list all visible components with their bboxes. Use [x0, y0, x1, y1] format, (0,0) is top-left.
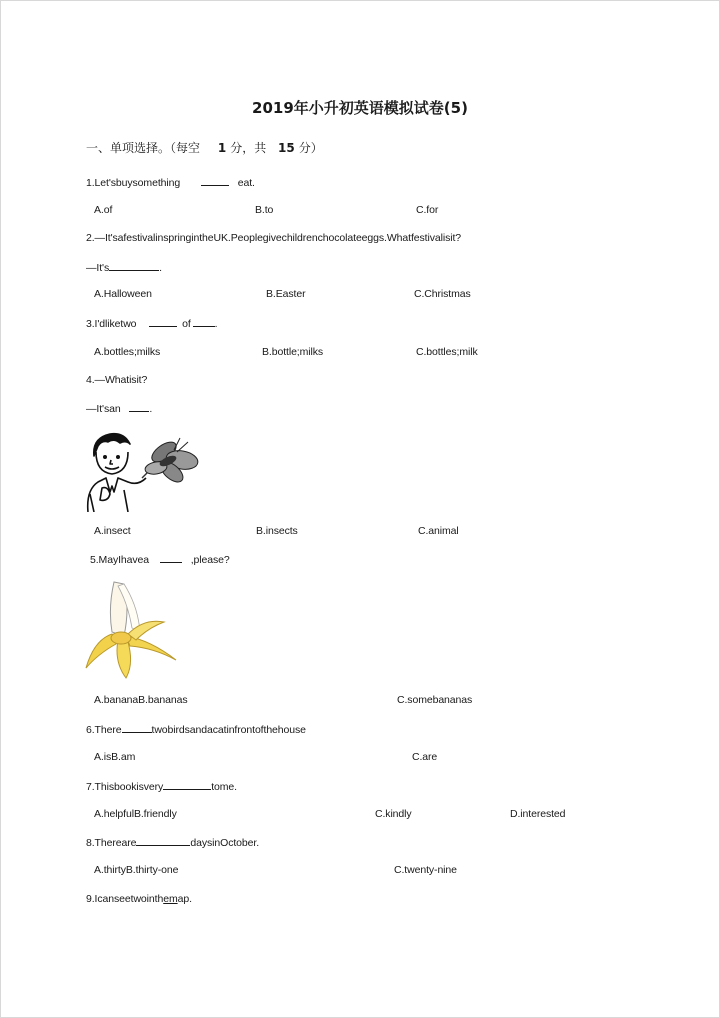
option[interactable]: B.to	[255, 204, 274, 216]
answer-blank[interactable]	[160, 553, 182, 563]
insect-figure	[142, 438, 199, 486]
question-9-stem	[86, 893, 192, 905]
question-9-text-b: ap.	[177, 893, 192, 905]
question-4-text-b: .	[149, 403, 153, 415]
question-6-text-a: 6.There	[86, 724, 122, 736]
option[interactable]: A.bottles;milks	[94, 346, 161, 358]
question-7-text-a: 7.Thisbookisvery	[86, 781, 164, 793]
option[interactable]: D.interested	[510, 808, 566, 820]
option[interactable]: A.Halloween	[94, 288, 152, 300]
option[interactable]: C.are	[412, 751, 438, 763]
option[interactable]: C.bottles;milk	[416, 346, 478, 358]
question-9-underlined-text: em	[163, 893, 178, 905]
option[interactable]: A.insect	[94, 525, 131, 537]
page-title: 2019年小升初英语模拟试卷(5)	[252, 99, 468, 117]
option[interactable]: C.Christmas	[414, 288, 471, 300]
question-2-text-a: —It's	[86, 262, 110, 274]
question-8-text-b: daysinOctober.	[190, 837, 260, 849]
option[interactable]: A.helpfulB.friendly	[94, 808, 177, 820]
question-1-stem	[86, 176, 255, 189]
banana-illustration	[84, 578, 178, 680]
question-8-text-a: 8.Thereare	[86, 837, 137, 849]
question-4-answer-line	[86, 402, 152, 415]
option[interactable]: C.twenty-nine	[394, 864, 457, 876]
option[interactable]: C.somebananas	[397, 694, 473, 706]
option[interactable]: A.isB.am	[94, 751, 136, 763]
question-7-text-b: tome.	[211, 781, 237, 793]
boy-figure	[88, 434, 146, 512]
question-3-text-b: of	[182, 318, 191, 330]
question-3-text-c: .	[214, 318, 218, 330]
option[interactable]: B.bottle;milks	[262, 346, 324, 358]
section-unit-mid: 分，共	[230, 141, 267, 155]
answer-blank[interactable]	[149, 317, 177, 327]
section-heading	[86, 139, 323, 156]
question-6-stem	[86, 723, 306, 736]
question-2-stem: 2.—It'safestivalinspringintheUK.Peoplegivechildrenchocolateeggs.Whatfestivalisit?	[86, 232, 462, 244]
option[interactable]: B.insects	[256, 525, 298, 537]
question-7-stem	[86, 780, 237, 793]
option[interactable]: A.thirtyB.thirty-one	[94, 864, 179, 876]
question-9-text-a: 9.Icanseetwointh	[86, 893, 164, 905]
question-2-answer-line	[86, 261, 162, 274]
question-4-stem: 4.—Whatisit?	[86, 374, 148, 386]
question-3-stem	[86, 317, 217, 330]
answer-blank[interactable]	[109, 261, 159, 271]
answer-blank[interactable]	[201, 176, 229, 186]
option[interactable]: C.kindly	[375, 808, 412, 820]
answer-blank[interactable]	[163, 780, 211, 790]
question-6-text-b: twobirdsandacatinfrontofthehouse	[151, 724, 306, 736]
answer-blank[interactable]	[122, 723, 152, 733]
boy-with-insect-illustration	[84, 430, 204, 512]
question-2-text-b: .	[159, 262, 162, 274]
section-prefix: 一、单项选择。（每空	[86, 141, 201, 155]
option[interactable]: A.of	[94, 204, 113, 216]
answer-blank[interactable]	[136, 836, 190, 846]
option[interactable]: C.for	[416, 204, 439, 216]
question-5-text-b: ,please?	[190, 554, 230, 566]
question-4-text-a: —It'san	[86, 403, 121, 415]
answer-blank[interactable]	[129, 402, 149, 412]
option[interactable]: B.Easter	[266, 288, 306, 300]
question-8-stem	[86, 836, 259, 849]
section-suffix: 分）	[298, 141, 323, 155]
points-each: 1	[217, 141, 227, 155]
question-1-text-b: eat.	[237, 177, 255, 189]
option[interactable]: C.animal	[418, 525, 459, 537]
answer-blank[interactable]	[193, 317, 215, 327]
question-1-text-a: 1.Let'sbuysomething	[86, 177, 181, 189]
points-total: 15	[278, 141, 295, 155]
question-5-text-a: 5.MayIhavea	[90, 554, 150, 566]
question-5-stem	[90, 553, 230, 566]
question-3-text-a: 3.I'dliketwo	[86, 318, 137, 330]
option[interactable]: A.bananaB.bananas	[94, 694, 188, 706]
